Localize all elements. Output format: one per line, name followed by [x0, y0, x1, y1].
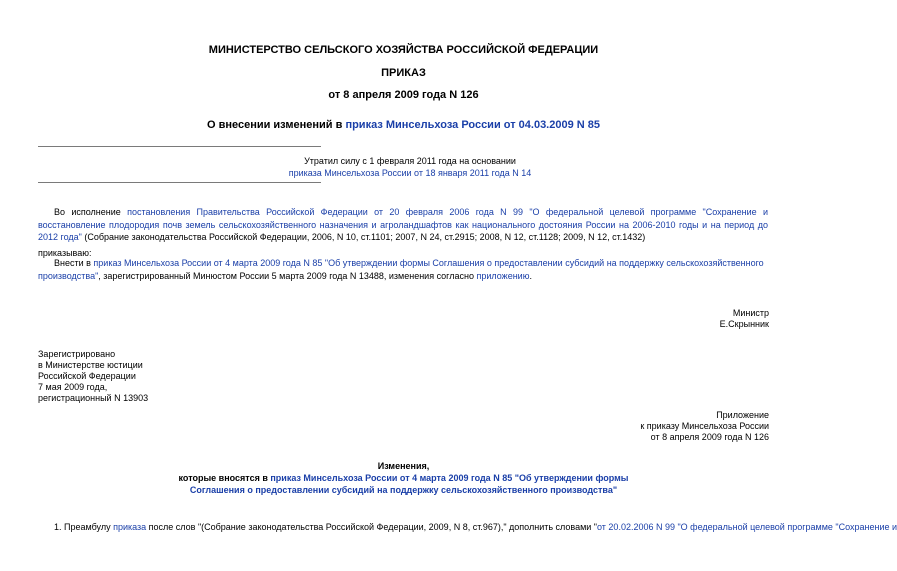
- registration-line: в Министерстве юстиции: [38, 360, 143, 370]
- divider-top: [38, 146, 321, 147]
- registration-line: Российской Федерации: [38, 371, 136, 381]
- preamble-paragraph: [38, 206, 768, 244]
- signature-name: Е.Скрынник: [719, 319, 769, 329]
- registration-line: Зарегистрировано: [38, 349, 116, 359]
- document-title: [0, 119, 807, 131]
- amended-order-link[interactable]: приказ Минсельхоза России от 4 марта 2009 года N 85 "Об утверждении формы Соглашения о предоставлении субсидий на поддержку сельскохозяйственного производства": [38, 258, 764, 281]
- document-type: ПРИКАЗ: [381, 67, 426, 79]
- divider-bottom: [38, 182, 321, 183]
- changes-heading: Изменения,: [377, 461, 430, 471]
- appendix-link[interactable]: приложению: [476, 270, 530, 281]
- appendix-reference: [640, 410, 769, 443]
- changes-subheading-line2: [0, 485, 807, 495]
- signature-position: Министр: [732, 308, 769, 318]
- order-end: .: [529, 270, 532, 281]
- order-middle: , зарегистрированный Минюстом России 5 марта 2009 года N 13488, изменения согласно: [98, 270, 477, 281]
- expiry-notice: Утратил силу с 1 февраля 2011 года на основании: [304, 156, 516, 166]
- government-decree-link[interactable]: постановления Правительства Российской Федерации от 20 февраля 2006 года N 99 "О федеральной целевой программе "Сохранение и восстановление плодородия почв земель сельскохозяйственного назначения и агроландшафтов как национального достояния России на 2006-2010 годы и на период до 2012 года": [38, 207, 768, 242]
- order-paragraph: [38, 257, 768, 282]
- ministry-name: МИНИСТЕРСТВО СЕЛЬСКОГО ХОЗЯЙСТВА РОССИЙСКОЙ ФЕДЕРАЦИИ: [208, 44, 599, 56]
- preamble-suffix: (Собрание законодательства Российской Федерации, 2006, N 10, ст.1101; 2007, N 24, ст.2915; 2008, N 12, ст.1128; 2009, N 12, ст.1432): [81, 232, 646, 242]
- title-prefix: О внесении изменений в: [206, 119, 346, 131]
- appendix-line: Приложение: [716, 410, 769, 420]
- order-prefix: Внести в: [54, 258, 94, 268]
- item-order-link[interactable]: приказа: [113, 522, 147, 532]
- registration-line: регистрационный N 13903: [38, 393, 149, 403]
- appendix-line: к приказу Минсельхоза России: [640, 421, 769, 431]
- change-item-1: [54, 522, 897, 532]
- item-middle: после слов "(Собрание законодательства Российской Федерации, 2009, N 8, ст.967)," дополнить словами ": [146, 522, 597, 532]
- preamble-prefix: Во исполнение: [54, 207, 128, 217]
- changes-prefix: которые вносятся в: [178, 473, 271, 483]
- title-amended-order-link[interactable]: приказ Минсельхоза России от 04.03.2009 N 85: [345, 119, 601, 131]
- registration-block: [38, 349, 148, 404]
- item-decree-link[interactable]: от 20.02.2006 N 99 "О федеральной целевой программе "Сохранение и: [597, 522, 897, 532]
- changes-subheading-line1: [0, 473, 807, 483]
- order-word: приказываю:: [38, 248, 92, 258]
- registration-line: 7 мая 2009 года,: [38, 382, 108, 392]
- expiry-notice-link-row: [200, 168, 620, 178]
- changes-order-link-cont[interactable]: Соглашения о предоставлении субсидий на поддержку сельскохозяйственного производства": [189, 485, 618, 495]
- item-prefix: 1. Преамбулу: [54, 522, 114, 532]
- appendix-line: от 8 апреля 2009 года N 126: [650, 432, 769, 442]
- document-date-number: от 8 апреля 2009 года N 126: [328, 89, 479, 101]
- changes-order-link[interactable]: приказ Минсельхоза России от 4 марта 2009 года N 85 "Об утверждении формы: [270, 473, 629, 483]
- repeal-order-link[interactable]: приказа Минсельхоза России от 18 января 2011 года N 14: [288, 168, 532, 178]
